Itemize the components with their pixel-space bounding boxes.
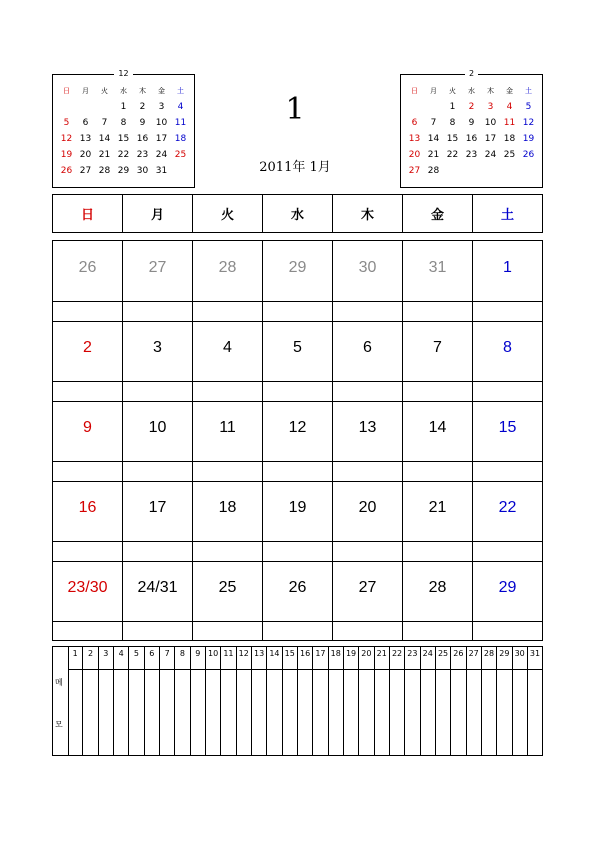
day-memo-divider bbox=[473, 461, 542, 462]
day-memo-divider bbox=[53, 381, 122, 382]
mini-day: 8 bbox=[449, 118, 456, 128]
memo-day-number: 11 bbox=[223, 649, 234, 658]
day-number: 9 bbox=[83, 419, 92, 436]
mini-week-row bbox=[57, 163, 190, 179]
mini-day: 17 bbox=[484, 134, 497, 144]
day-memo-divider bbox=[333, 541, 402, 542]
day-cell[interactable] bbox=[53, 241, 123, 321]
day-number: 27 bbox=[358, 579, 377, 596]
memo-day-column[interactable] bbox=[344, 647, 359, 755]
day-memo-divider bbox=[263, 621, 332, 622]
day-memo-divider bbox=[123, 621, 192, 622]
mini-day: 22 bbox=[117, 150, 130, 160]
mini-day: 3 bbox=[487, 102, 494, 112]
memo-day-number: 31 bbox=[529, 649, 541, 658]
memo-day-column[interactable] bbox=[145, 647, 160, 755]
day-memo-divider bbox=[193, 461, 262, 462]
memo-day-number: 9 bbox=[195, 649, 201, 658]
day-memo-divider bbox=[403, 541, 472, 542]
memo-side-label bbox=[53, 647, 69, 755]
mini-day: 18 bbox=[503, 134, 516, 144]
day-number: 8 bbox=[503, 339, 512, 356]
day-cell[interactable] bbox=[193, 401, 263, 481]
memo-day-number: 29 bbox=[499, 649, 510, 658]
mini-day: 1 bbox=[449, 102, 456, 112]
day-memo-divider bbox=[263, 541, 332, 542]
week-separator bbox=[53, 401, 542, 402]
day-memo-divider bbox=[263, 381, 332, 382]
mini-day: 19 bbox=[522, 134, 535, 144]
mini-weekday: 木 bbox=[487, 87, 494, 95]
mini-day: 4 bbox=[506, 102, 513, 112]
memo-day-number: 12 bbox=[238, 649, 249, 658]
day-cell[interactable] bbox=[333, 241, 403, 321]
memo-day-column[interactable] bbox=[206, 647, 221, 755]
day-memo-divider bbox=[193, 301, 262, 302]
memo-day-column[interactable] bbox=[405, 647, 420, 755]
memo-day-number: 24 bbox=[422, 649, 433, 658]
memo-day-column[interactable] bbox=[237, 647, 252, 755]
mini-day: 26 bbox=[60, 166, 73, 176]
day-number: 16 bbox=[78, 499, 97, 516]
memo-day-number: 5 bbox=[133, 649, 140, 658]
day-number: 29 bbox=[498, 579, 517, 596]
mini-weekday-row bbox=[57, 83, 190, 99]
mini-day: 1 bbox=[120, 102, 127, 112]
mini-weekday: 火 bbox=[101, 87, 108, 95]
day-cell[interactable] bbox=[263, 561, 333, 641]
memo-day-number: 8 bbox=[179, 649, 185, 658]
week-row bbox=[53, 561, 542, 641]
memo-day-number: 19 bbox=[345, 649, 357, 658]
memo-day-column[interactable] bbox=[467, 647, 482, 755]
mini-weekday: 金 bbox=[158, 87, 165, 95]
day-cell[interactable] bbox=[333, 401, 403, 481]
mini-day: 16 bbox=[465, 134, 478, 144]
day-memo-divider bbox=[263, 461, 332, 462]
mini-day: 24 bbox=[155, 150, 168, 160]
day-cell[interactable] bbox=[263, 401, 333, 481]
day-memo-divider bbox=[333, 461, 402, 462]
day-memo-divider bbox=[193, 381, 262, 382]
day-number: 29 bbox=[288, 259, 307, 276]
memo-day-column[interactable] bbox=[175, 647, 190, 755]
day-number: 21 bbox=[428, 499, 447, 516]
mini-day: 28 bbox=[427, 166, 440, 176]
weekday-header bbox=[52, 194, 543, 233]
day-memo-divider bbox=[193, 621, 262, 622]
day-cell[interactable] bbox=[193, 321, 263, 401]
mini-week-row bbox=[57, 99, 190, 115]
day-cell[interactable] bbox=[473, 481, 542, 561]
mini-day: 21 bbox=[98, 150, 111, 160]
mini-day: 10 bbox=[484, 118, 497, 128]
mini-day: 8 bbox=[120, 118, 127, 128]
day-cell[interactable] bbox=[123, 321, 193, 401]
mini-day: 15 bbox=[117, 134, 130, 144]
mini-day: 13 bbox=[408, 134, 421, 144]
mini-day: 7 bbox=[101, 118, 108, 128]
mini-day: 11 bbox=[174, 118, 187, 128]
day-memo-divider bbox=[123, 381, 192, 382]
memo-day-number: 7 bbox=[164, 649, 170, 658]
memo-day-column[interactable] bbox=[114, 647, 129, 755]
day-number: 26 bbox=[78, 259, 97, 276]
memo-day-column[interactable] bbox=[252, 647, 267, 755]
mini-day: 17 bbox=[155, 134, 168, 144]
mini-weekday: 水 bbox=[120, 87, 127, 95]
mini-weekday: 日 bbox=[411, 87, 418, 95]
mini-day: 2 bbox=[468, 102, 475, 112]
memo-day-number: 20 bbox=[361, 649, 372, 658]
day-number: 31 bbox=[428, 259, 447, 276]
memo-header-divider bbox=[68, 669, 542, 670]
mini-day: 9 bbox=[468, 118, 475, 128]
day-cell[interactable] bbox=[193, 241, 263, 321]
memo-day-column[interactable] bbox=[329, 647, 344, 755]
day-memo-divider bbox=[333, 621, 402, 622]
mini-week-row bbox=[57, 147, 190, 163]
mini-weekday: 土 bbox=[525, 87, 532, 95]
mini-day: 7 bbox=[430, 118, 437, 128]
weekday-label: 日 bbox=[53, 195, 123, 232]
week-row bbox=[53, 481, 542, 561]
memo-label-top: 메 bbox=[55, 678, 63, 687]
memo-label-bottom: 모 bbox=[55, 720, 63, 729]
day-number: 14 bbox=[428, 419, 447, 436]
memo-day-column[interactable] bbox=[390, 647, 405, 755]
month-number: 1 bbox=[285, 92, 305, 127]
day-memo-divider bbox=[53, 301, 122, 302]
mini-day: 14 bbox=[98, 134, 111, 144]
memo-day-column[interactable] bbox=[513, 647, 528, 755]
mini-day: 16 bbox=[136, 134, 149, 144]
memo-day-number: 14 bbox=[269, 649, 280, 658]
mini-day: 30 bbox=[136, 166, 149, 176]
memo-day-number: 13 bbox=[254, 649, 265, 658]
memo-day-columns bbox=[68, 647, 542, 755]
mini-week-row bbox=[57, 131, 190, 147]
day-number: 24/31 bbox=[137, 579, 178, 596]
memo-day-column[interactable] bbox=[83, 647, 98, 755]
mini-weekday: 水 bbox=[468, 87, 475, 95]
day-memo-divider bbox=[403, 621, 472, 622]
day-number: 26 bbox=[288, 579, 307, 596]
memo-day-number: 25 bbox=[437, 649, 449, 658]
day-memo-divider bbox=[473, 301, 542, 302]
memo-day-column[interactable] bbox=[68, 647, 83, 755]
week-separator bbox=[53, 321, 542, 322]
prev-month-grid bbox=[57, 83, 190, 179]
day-cell[interactable] bbox=[193, 561, 263, 641]
mini-weekday: 火 bbox=[449, 87, 456, 95]
mini-day: 29 bbox=[117, 166, 130, 176]
day-cell[interactable] bbox=[263, 241, 333, 321]
prev-month-mini-calendar bbox=[52, 69, 195, 188]
weekday-label: 火 bbox=[193, 195, 263, 232]
mini-day: 20 bbox=[79, 150, 92, 160]
mini-week-row bbox=[405, 147, 538, 163]
day-cell[interactable] bbox=[123, 401, 193, 481]
weekday-label: 土 bbox=[500, 208, 514, 223]
mini-day: 4 bbox=[177, 102, 184, 112]
memo-day-column[interactable] bbox=[482, 647, 497, 755]
memo-day-number: 30 bbox=[514, 649, 525, 658]
mini-day: 21 bbox=[427, 150, 440, 160]
day-memo-divider bbox=[53, 461, 122, 462]
mini-day: 27 bbox=[79, 166, 92, 176]
mini-weekday: 日 bbox=[63, 87, 70, 95]
mini-day: 19 bbox=[60, 150, 73, 160]
day-cell[interactable] bbox=[333, 561, 403, 641]
day-cell[interactable] bbox=[403, 321, 473, 401]
day-cell[interactable] bbox=[403, 401, 473, 481]
day-number: 3 bbox=[153, 339, 162, 356]
prev-month-label: 12 bbox=[114, 69, 132, 78]
memo-day-number: 27 bbox=[468, 649, 479, 658]
memo-day-column[interactable] bbox=[191, 647, 206, 755]
day-cell[interactable] bbox=[53, 401, 123, 481]
next-month-grid bbox=[405, 83, 538, 179]
memo-day-column[interactable] bbox=[221, 647, 236, 755]
memo-day-column[interactable] bbox=[497, 647, 512, 755]
day-cell[interactable] bbox=[53, 561, 123, 641]
month-subtitle: 2011年 1月 bbox=[259, 160, 331, 175]
week-separator bbox=[53, 561, 542, 562]
day-memo-divider bbox=[53, 621, 122, 622]
mini-day: 22 bbox=[446, 150, 459, 160]
mini-day: 18 bbox=[174, 134, 187, 144]
memo-day-column[interactable] bbox=[375, 647, 390, 755]
day-number: 11 bbox=[219, 419, 236, 436]
day-number: 13 bbox=[358, 419, 377, 436]
memo-day-column[interactable] bbox=[421, 647, 436, 755]
weekday-label: 月 bbox=[123, 195, 193, 232]
week-row bbox=[53, 241, 542, 321]
mini-day: 2 bbox=[139, 102, 146, 112]
day-number: 22 bbox=[498, 499, 517, 516]
memo-day-number: 1 bbox=[72, 649, 78, 658]
memo-day-column[interactable] bbox=[436, 647, 451, 755]
day-memo-divider bbox=[333, 301, 402, 302]
memo-day-column[interactable] bbox=[451, 647, 466, 755]
mini-day: 12 bbox=[60, 134, 73, 144]
day-cell[interactable] bbox=[53, 481, 123, 561]
mini-day: 15 bbox=[446, 134, 459, 144]
weekday-label: 水 bbox=[263, 195, 333, 232]
mini-week-row bbox=[405, 163, 538, 179]
day-number: 28 bbox=[218, 259, 237, 276]
day-cell[interactable] bbox=[123, 561, 193, 641]
mini-day: 9 bbox=[139, 118, 146, 128]
memo-day-column[interactable] bbox=[267, 647, 282, 755]
memo-day-number: 23 bbox=[407, 649, 418, 658]
memo-table bbox=[52, 646, 543, 756]
day-memo-divider bbox=[193, 541, 262, 542]
mini-weekday-row bbox=[405, 83, 538, 99]
mini-day: 31 bbox=[155, 166, 168, 176]
day-number: 27 bbox=[148, 259, 167, 276]
day-number: 10 bbox=[148, 419, 167, 436]
mini-day: 11 bbox=[503, 118, 516, 128]
memo-day-number: 28 bbox=[483, 649, 495, 658]
mini-weekday: 木 bbox=[139, 87, 146, 95]
mini-day: 20 bbox=[408, 150, 421, 160]
day-number: 23/30 bbox=[67, 579, 108, 596]
memo-day-column[interactable] bbox=[528, 647, 542, 755]
day-cell[interactable] bbox=[473, 401, 542, 481]
memo-day-number: 6 bbox=[149, 649, 155, 658]
mini-day: 6 bbox=[82, 118, 89, 128]
day-cell[interactable] bbox=[473, 561, 542, 641]
month-grid bbox=[52, 240, 543, 641]
day-number: 19 bbox=[288, 499, 307, 516]
memo-day-number: 17 bbox=[315, 649, 326, 658]
memo-day-number: 26 bbox=[453, 649, 464, 658]
day-number: 2 bbox=[83, 339, 92, 356]
week-row bbox=[53, 321, 542, 401]
day-cell[interactable] bbox=[123, 481, 193, 561]
day-number: 6 bbox=[363, 339, 372, 356]
mini-weekday: 土 bbox=[177, 87, 184, 95]
mini-day: 3 bbox=[158, 102, 165, 112]
memo-day-number: 21 bbox=[376, 649, 387, 658]
day-number: 12 bbox=[288, 419, 307, 436]
memo-day-column[interactable] bbox=[359, 647, 374, 755]
mini-week-row bbox=[405, 99, 538, 115]
mini-day: 25 bbox=[174, 150, 187, 160]
mini-day: 5 bbox=[63, 118, 70, 128]
day-memo-divider bbox=[473, 381, 542, 382]
day-number: 5 bbox=[293, 339, 302, 356]
day-memo-divider bbox=[263, 301, 332, 302]
memo-day-number: 4 bbox=[118, 649, 124, 658]
mini-week-row bbox=[57, 115, 190, 131]
mini-week-row bbox=[405, 115, 538, 131]
week-separator bbox=[53, 481, 542, 482]
day-number: 30 bbox=[358, 259, 377, 276]
memo-day-number: 18 bbox=[330, 649, 341, 658]
mini-week-row bbox=[405, 131, 538, 147]
day-number: 1 bbox=[503, 259, 512, 276]
mini-day: 13 bbox=[79, 134, 92, 144]
day-memo-divider bbox=[473, 541, 542, 542]
day-memo-divider bbox=[123, 301, 192, 302]
mini-day: 5 bbox=[525, 102, 532, 112]
memo-day-number: 15 bbox=[284, 649, 295, 658]
mini-day: 24 bbox=[484, 150, 497, 160]
memo-day-column[interactable] bbox=[313, 647, 328, 755]
day-cell[interactable] bbox=[473, 241, 542, 321]
day-cell[interactable] bbox=[53, 321, 123, 401]
memo-day-number: 16 bbox=[299, 649, 311, 658]
mini-day: 12 bbox=[522, 118, 535, 128]
mini-day: 14 bbox=[427, 134, 440, 144]
day-memo-divider bbox=[123, 461, 192, 462]
mini-day: 23 bbox=[136, 150, 149, 160]
mini-weekday: 月 bbox=[82, 87, 89, 95]
day-cell[interactable] bbox=[263, 481, 333, 561]
day-cell[interactable] bbox=[123, 241, 193, 321]
day-cell[interactable] bbox=[333, 481, 403, 561]
memo-day-column[interactable] bbox=[129, 647, 144, 755]
mini-day: 26 bbox=[522, 150, 535, 160]
day-number: 28 bbox=[428, 579, 447, 596]
day-cell[interactable] bbox=[403, 561, 473, 641]
memo-day-column[interactable] bbox=[99, 647, 114, 755]
mini-day: 23 bbox=[465, 150, 478, 160]
mini-day: 10 bbox=[155, 118, 168, 128]
day-number: 18 bbox=[218, 499, 237, 516]
mini-day: 27 bbox=[408, 166, 421, 176]
day-cell[interactable] bbox=[473, 321, 542, 401]
mini-weekday: 金 bbox=[506, 87, 513, 95]
memo-day-number: 2 bbox=[87, 649, 94, 658]
memo-day-number: 22 bbox=[391, 649, 403, 658]
day-number: 25 bbox=[218, 579, 237, 596]
weekday-label: 木 bbox=[333, 195, 403, 232]
weekday-label: 金 bbox=[403, 195, 473, 232]
day-number: 7 bbox=[433, 339, 442, 356]
memo-day-column[interactable] bbox=[160, 647, 175, 755]
memo-day-number: 3 bbox=[103, 649, 109, 658]
next-month-label: 2 bbox=[465, 69, 478, 78]
day-memo-divider bbox=[403, 301, 472, 302]
day-memo-divider bbox=[403, 381, 472, 382]
day-cell[interactable] bbox=[193, 481, 263, 561]
week-row bbox=[53, 401, 542, 481]
day-memo-divider bbox=[403, 461, 472, 462]
day-memo-divider bbox=[473, 621, 542, 622]
mini-day: 25 bbox=[503, 150, 516, 160]
day-number: 4 bbox=[223, 339, 232, 356]
day-number: 15 bbox=[498, 419, 517, 436]
day-number: 17 bbox=[148, 499, 167, 516]
day-memo-divider bbox=[53, 541, 122, 542]
day-cell[interactable] bbox=[403, 481, 473, 561]
mini-day: 28 bbox=[98, 166, 111, 176]
memo-day-column[interactable] bbox=[298, 647, 313, 755]
memo-day-column[interactable] bbox=[283, 647, 298, 755]
memo-day-number: 10 bbox=[208, 649, 219, 658]
day-memo-divider bbox=[123, 541, 192, 542]
mini-day: 6 bbox=[411, 118, 418, 128]
day-cell[interactable] bbox=[263, 321, 333, 401]
mini-weekday: 月 bbox=[430, 87, 437, 95]
next-month-mini-calendar bbox=[400, 69, 543, 188]
day-cell[interactable] bbox=[403, 241, 473, 321]
day-cell[interactable] bbox=[333, 321, 403, 401]
day-memo-divider bbox=[333, 381, 402, 382]
day-number: 20 bbox=[358, 499, 377, 516]
